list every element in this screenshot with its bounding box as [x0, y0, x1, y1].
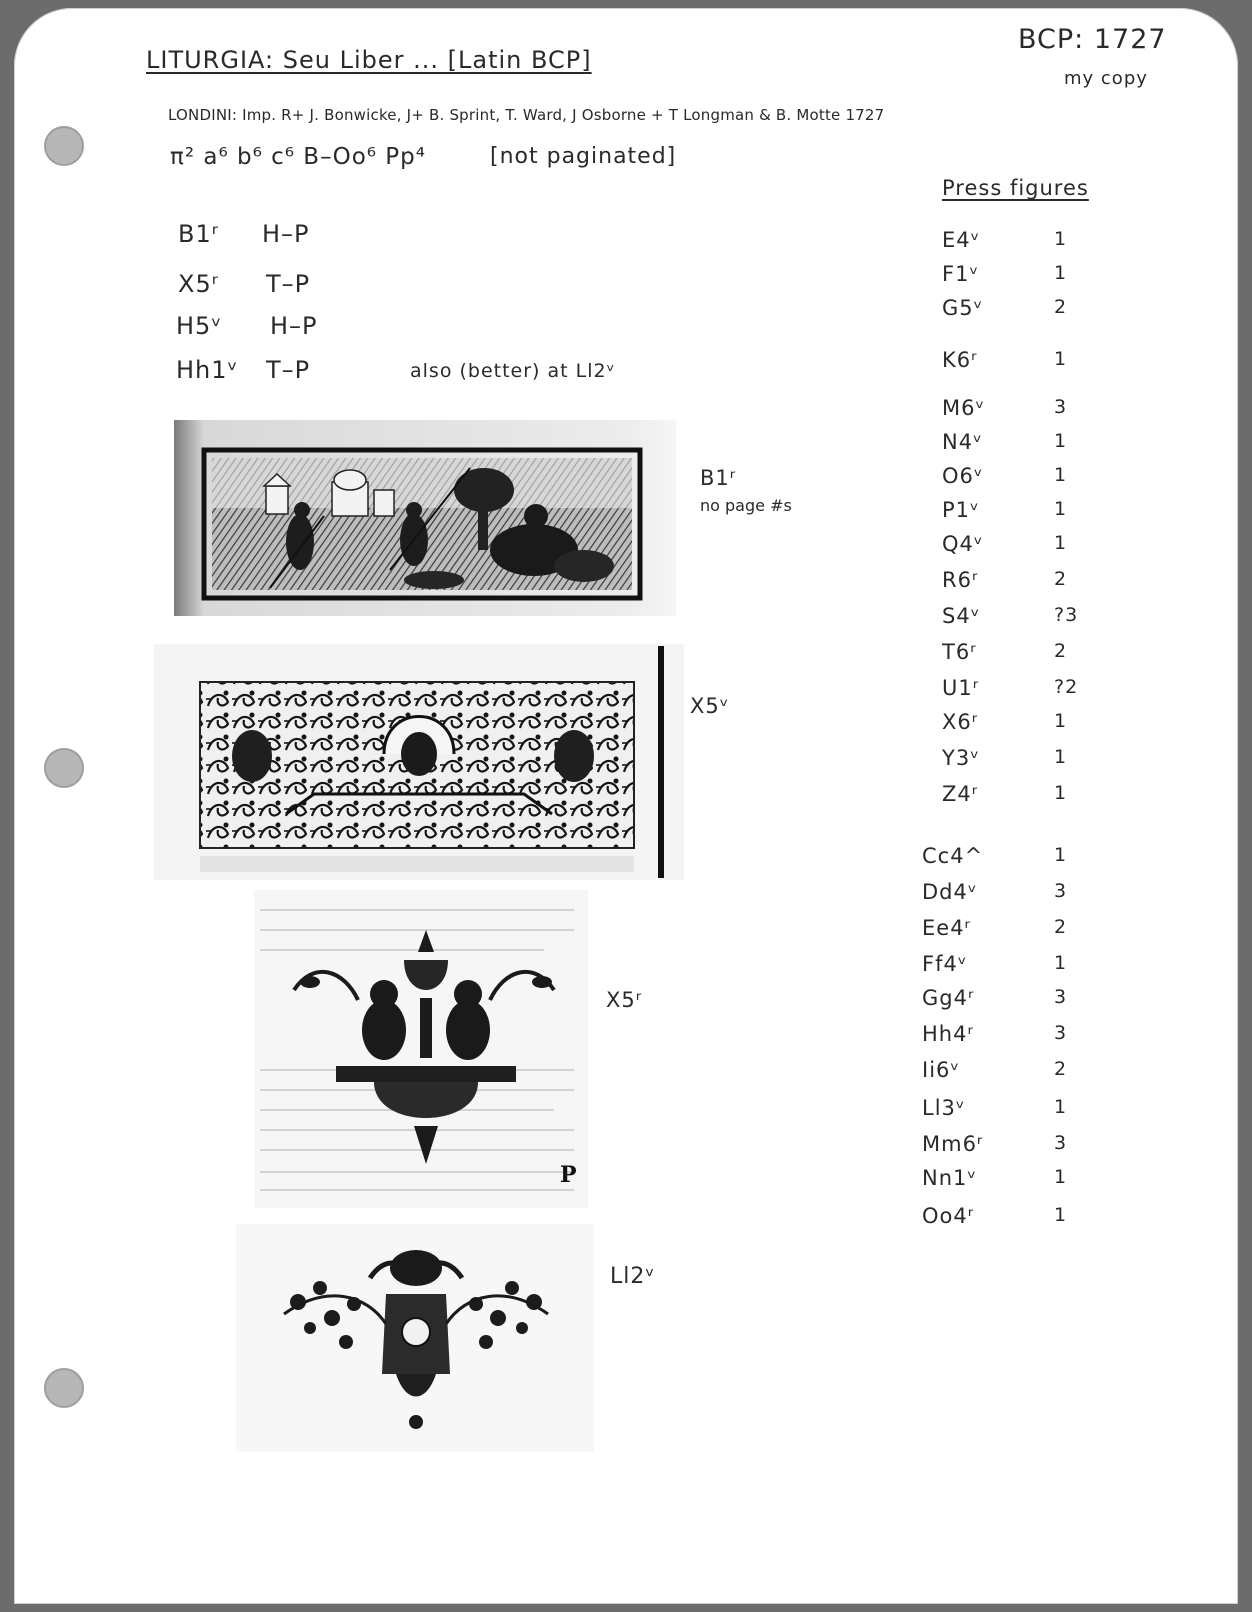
floral-scroll-ornament: [154, 644, 684, 880]
headpiece-image-b1r: [174, 420, 676, 616]
press-figure-number: 2: [1054, 568, 1068, 590]
press-figure-signature: Gg4ʳ: [922, 986, 975, 1010]
punch-hole-top: [44, 126, 84, 166]
my-copy-note: my copy: [1064, 68, 1148, 89]
press-figure-signature: Ff4ᵛ: [922, 952, 968, 976]
press-figure-signature: Y3ᵛ: [942, 746, 980, 770]
headpiece-image-x5v: [154, 644, 684, 880]
press-figure-signature: Mm6ʳ: [922, 1132, 984, 1156]
press-figure-number: 1: [1054, 464, 1068, 486]
press-figure-number: ?3: [1054, 604, 1079, 626]
press-figure-signature: E4ᵛ: [942, 228, 981, 252]
press-figure-signature: Ee4ʳ: [922, 916, 971, 940]
ornament-type-4: T–P: [266, 356, 311, 384]
press-figure-signature: O6ᵛ: [942, 464, 984, 488]
page-title: LITURGIA: Seu Liber ... [Latin BCP]: [146, 46, 592, 74]
pagination-note: [not paginated]: [490, 144, 677, 169]
punch-hole-middle: [44, 748, 84, 788]
ornament-type-3: H–P: [270, 312, 318, 340]
press-figure-signature: X6ʳ: [942, 710, 979, 734]
press-figure-signature: U1ʳ: [942, 676, 980, 700]
press-figure-number: 1: [1054, 1204, 1068, 1226]
press-figure-signature: T6ʳ: [942, 640, 977, 664]
press-figure-signature: N4ᵛ: [942, 430, 983, 454]
press-figure-number: 1: [1054, 844, 1068, 866]
svg-text:P: P: [560, 1162, 577, 1188]
press-figure-signature: Z4ʳ: [942, 782, 979, 806]
press-figure-signature: Nn1ᵛ: [922, 1166, 978, 1190]
eagle-and-flowers-ornament: [236, 1224, 594, 1452]
tailpiece-image-ll2v: [236, 1224, 594, 1452]
press-figure-number: 3: [1054, 880, 1068, 902]
press-figures-heading: Press figures: [942, 176, 1089, 200]
collation-formula: π² a⁶ b⁶ c⁶ B–Oo⁶ Pp⁴: [170, 144, 426, 170]
press-figure-signature: Q4ᵛ: [942, 532, 984, 556]
figure-label-x5v: X5ᵛ: [690, 694, 730, 718]
ornament-sig-1: B1ʳ: [178, 220, 219, 248]
ornament-sig-2: X5ʳ: [178, 270, 219, 298]
press-figure-signature: Cc4^: [922, 844, 984, 868]
press-figure-number: 2: [1054, 1058, 1068, 1080]
press-figure-number: 2: [1054, 640, 1068, 662]
press-figure-signature: K6ʳ: [942, 348, 978, 372]
press-figure-signature: Ll3ᵛ: [922, 1096, 966, 1120]
press-figure-signature: P1ᵛ: [942, 498, 980, 522]
press-figure-signature: R6ʳ: [942, 568, 979, 592]
press-figure-number: 1: [1054, 746, 1068, 768]
tailpiece-image-x5r: [254, 890, 588, 1208]
press-figure-number: 1: [1054, 498, 1068, 520]
press-figure-number: 1: [1054, 348, 1068, 370]
figure-label-ll2v: Ll2ᵛ: [610, 1264, 656, 1289]
press-figure-number: 3: [1054, 1022, 1068, 1044]
press-figure-number: ?2: [1054, 676, 1079, 698]
press-figure-number: 3: [1054, 396, 1068, 418]
press-figure-number: 1: [1054, 952, 1068, 974]
hunting-scene-woodcut: [174, 420, 676, 616]
press-figure-signature: Oo4ʳ: [922, 1204, 975, 1228]
figure-label-x5r: X5ʳ: [606, 988, 643, 1012]
ornament-type-2: T–P: [266, 270, 311, 298]
bcp-year-label: BCP: 1727: [1018, 24, 1167, 55]
press-figure-number: 1: [1054, 430, 1068, 452]
ornament-sig-4: Hh1ᵛ: [176, 356, 239, 384]
press-figure-number: 1: [1054, 1166, 1068, 1188]
punch-hole-bottom: [44, 1368, 84, 1408]
ornament-type-1: H–P: [262, 220, 310, 248]
press-figure-signature: Dd4ᵛ: [922, 880, 978, 904]
press-figure-number: 1: [1054, 262, 1068, 284]
imprint-line: LONDINI: Imp. R+ J. Bonwicke, J+ B. Sprint, T. Ward, J Osborne + T Longman & B. Motte 1727: [168, 106, 885, 124]
urn-with-cherubs-ornament: [254, 890, 588, 1208]
press-figure-number: 1: [1054, 228, 1068, 250]
press-figure-number: 1: [1054, 532, 1068, 554]
press-figure-signature: Ii6ᵛ: [922, 1058, 961, 1082]
press-figure-number: 3: [1054, 986, 1068, 1008]
press-figure-signature: S4ᵛ: [942, 604, 981, 628]
press-figure-number: 2: [1054, 296, 1068, 318]
press-figure-number: 3: [1054, 1132, 1068, 1154]
ornament-note-4: also (better) at Ll2ᵛ: [410, 360, 616, 382]
press-figure-signature: F1ᵛ: [942, 262, 980, 286]
press-figure-number: 1: [1054, 782, 1068, 804]
press-figure-signature: M6ᵛ: [942, 396, 986, 420]
figure-label-b1r: B1ʳ: [700, 466, 737, 490]
press-figure-number: 1: [1054, 710, 1068, 732]
press-figure-signature: G5ᵛ: [942, 296, 984, 320]
notebook-page: [14, 8, 1238, 1604]
press-figure-signature: Hh4ʳ: [922, 1022, 974, 1046]
press-figure-number: 2: [1054, 916, 1068, 938]
figure-note-b1r: no page #s: [700, 496, 792, 515]
ornament-sig-3: H5ᵛ: [176, 312, 223, 340]
press-figure-number: 1: [1054, 1096, 1068, 1118]
